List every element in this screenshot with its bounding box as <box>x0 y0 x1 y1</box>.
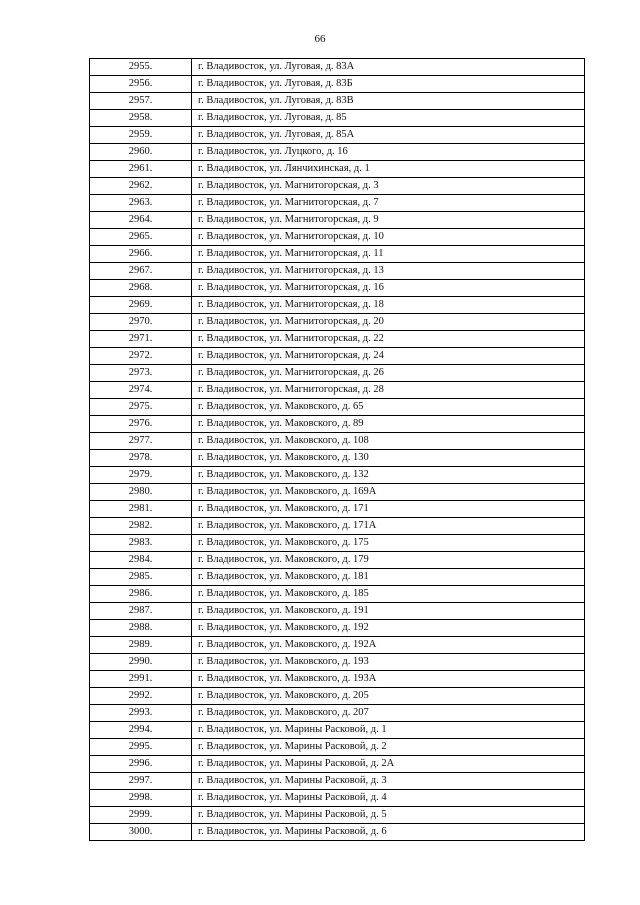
address-cell: г. Владивосток, ул. Маковского, д. 169А <box>192 484 585 501</box>
address-cell: г. Владивосток, ул. Маковского, д. 192А <box>192 637 585 654</box>
address-cell: г. Владивосток, ул. Магнитогорская, д. 26 <box>192 365 585 382</box>
row-number-cell: 2969. <box>90 297 192 314</box>
address-cell: г. Владивосток, ул. Луговая, д. 83В <box>192 93 585 110</box>
address-cell: г. Владивосток, ул. Марины Расковой, д. 1 <box>192 722 585 739</box>
table-row <box>90 144 585 161</box>
table-row <box>90 433 585 450</box>
address-cell: г. Владивосток, ул. Магнитогорская, д. 7 <box>192 195 585 212</box>
table-row <box>90 212 585 229</box>
address-cell: г. Владивосток, ул. Магнитогорская, д. 22 <box>192 331 585 348</box>
table-row <box>90 246 585 263</box>
row-number-cell: 2972. <box>90 348 192 365</box>
address-table <box>89 58 585 841</box>
row-number-cell: 2988. <box>90 620 192 637</box>
address-cell: г. Владивосток, ул. Луговая, д. 85 <box>192 110 585 127</box>
table-row <box>90 535 585 552</box>
table-row <box>90 705 585 722</box>
address-cell: г. Владивосток, ул. Маковского, д. 193 <box>192 654 585 671</box>
address-cell: г. Владивосток, ул. Маковского, д. 192 <box>192 620 585 637</box>
table-row <box>90 620 585 637</box>
row-number-cell: 2989. <box>90 637 192 654</box>
address-cell: г. Владивосток, ул. Маковского, д. 171 <box>192 501 585 518</box>
address-cell: г. Владивосток, ул. Маковского, д. 207 <box>192 705 585 722</box>
row-number-cell: 3000. <box>90 824 192 841</box>
address-cell: г. Владивосток, ул. Маковского, д. 185 <box>192 586 585 603</box>
row-number-cell: 2985. <box>90 569 192 586</box>
table-row <box>90 552 585 569</box>
table-row <box>90 654 585 671</box>
table-row <box>90 637 585 654</box>
row-number-cell: 2994. <box>90 722 192 739</box>
table-row <box>90 518 585 535</box>
address-cell: г. Владивосток, ул. Маковского, д. 89 <box>192 416 585 433</box>
table-row <box>90 280 585 297</box>
table-row <box>90 229 585 246</box>
address-cell: г. Владивосток, ул. Луговая, д. 85А <box>192 127 585 144</box>
address-cell: г. Владивосток, ул. Луцкого, д. 16 <box>192 144 585 161</box>
table-row <box>90 790 585 807</box>
table-row <box>90 484 585 501</box>
table-row <box>90 263 585 280</box>
row-number-cell: 2960. <box>90 144 192 161</box>
row-number-cell: 2971. <box>90 331 192 348</box>
table-row <box>90 416 585 433</box>
row-number-cell: 2990. <box>90 654 192 671</box>
address-cell: г. Владивосток, ул. Маковского, д. 108 <box>192 433 585 450</box>
table-row <box>90 756 585 773</box>
row-number-cell: 2974. <box>90 382 192 399</box>
table-row <box>90 314 585 331</box>
address-cell: г. Владивосток, ул. Луговая, д. 83Б <box>192 76 585 93</box>
address-cell: г. Владивосток, ул. Марины Расковой, д. 2 <box>192 739 585 756</box>
address-cell: г. Владивосток, ул. Маковского, д. 175 <box>192 535 585 552</box>
address-cell: г. Владивосток, ул. Маковского, д. 130 <box>192 450 585 467</box>
row-number-cell: 2963. <box>90 195 192 212</box>
row-number-cell: 2979. <box>90 467 192 484</box>
address-cell: г. Владивосток, ул. Лянчихинская, д. 1 <box>192 161 585 178</box>
row-number-cell: 2980. <box>90 484 192 501</box>
row-number-cell: 2981. <box>90 501 192 518</box>
table-row <box>90 365 585 382</box>
row-number-cell: 2958. <box>90 110 192 127</box>
table-row <box>90 671 585 688</box>
table-row <box>90 467 585 484</box>
table-row <box>90 603 585 620</box>
table-row <box>90 824 585 841</box>
address-cell: г. Владивосток, ул. Магнитогорская, д. 18 <box>192 297 585 314</box>
address-cell: г. Владивосток, ул. Маковского, д. 179 <box>192 552 585 569</box>
table-row <box>90 382 585 399</box>
table-row <box>90 399 585 416</box>
row-number-cell: 2962. <box>90 178 192 195</box>
row-number-cell: 2986. <box>90 586 192 603</box>
row-number-cell: 2977. <box>90 433 192 450</box>
table-row <box>90 110 585 127</box>
address-cell: г. Владивосток, ул. Луговая, д. 83А <box>192 59 585 76</box>
address-table-body <box>90 59 585 841</box>
address-cell: г. Владивосток, ул. Магнитогорская, д. 10 <box>192 229 585 246</box>
address-cell: г. Владивосток, ул. Маковского, д. 171А <box>192 518 585 535</box>
table-row <box>90 331 585 348</box>
row-number-cell: 2993. <box>90 705 192 722</box>
address-cell: г. Владивосток, ул. Магнитогорская, д. 11 <box>192 246 585 263</box>
address-cell: г. Владивосток, ул. Маковского, д. 193А <box>192 671 585 688</box>
table-row <box>90 348 585 365</box>
table-row <box>90 297 585 314</box>
row-number-cell: 2984. <box>90 552 192 569</box>
table-row <box>90 59 585 76</box>
address-cell: г. Владивосток, ул. Магнитогорская, д. 16 <box>192 280 585 297</box>
address-cell: г. Владивосток, ул. Маковского, д. 191 <box>192 603 585 620</box>
address-cell: г. Владивосток, ул. Марины Расковой, д. 4 <box>192 790 585 807</box>
row-number-cell: 2978. <box>90 450 192 467</box>
address-cell: г. Владивосток, ул. Магнитогорская, д. 13 <box>192 263 585 280</box>
address-cell: г. Владивосток, ул. Маковского, д. 65 <box>192 399 585 416</box>
address-cell: г. Владивосток, ул. Марины Расковой, д. 3 <box>192 773 585 790</box>
row-number-cell: 2983. <box>90 535 192 552</box>
row-number-cell: 2968. <box>90 280 192 297</box>
table-row <box>90 450 585 467</box>
row-number-cell: 2973. <box>90 365 192 382</box>
table-row <box>90 688 585 705</box>
table-row <box>90 93 585 110</box>
table-row <box>90 569 585 586</box>
address-cell: г. Владивосток, ул. Магнитогорская, д. 3 <box>192 178 585 195</box>
table-row <box>90 807 585 824</box>
row-number-cell: 2996. <box>90 756 192 773</box>
address-cell: г. Владивосток, ул. Марины Расковой, д. 5 <box>192 807 585 824</box>
table-row <box>90 76 585 93</box>
row-number-cell: 2955. <box>90 59 192 76</box>
page-number: 66 <box>314 33 326 45</box>
address-cell: г. Владивосток, ул. Магнитогорская, д. 9 <box>192 212 585 229</box>
row-number-cell: 2966. <box>90 246 192 263</box>
row-number-cell: 2970. <box>90 314 192 331</box>
row-number-cell: 2995. <box>90 739 192 756</box>
row-number-cell: 2961. <box>90 161 192 178</box>
table-row <box>90 773 585 790</box>
row-number-cell: 2987. <box>90 603 192 620</box>
table-row <box>90 161 585 178</box>
table-row <box>90 501 585 518</box>
address-cell: г. Владивосток, ул. Маковского, д. 205 <box>192 688 585 705</box>
address-cell: г. Владивосток, ул. Магнитогорская, д. 24 <box>192 348 585 365</box>
row-number-cell: 2998. <box>90 790 192 807</box>
table-row <box>90 178 585 195</box>
row-number-cell: 2982. <box>90 518 192 535</box>
table-row <box>90 722 585 739</box>
address-cell: г. Владивосток, ул. Магнитогорская, д. 20 <box>192 314 585 331</box>
row-number-cell: 2965. <box>90 229 192 246</box>
row-number-cell: 2967. <box>90 263 192 280</box>
row-number-cell: 2956. <box>90 76 192 93</box>
row-number-cell: 2992. <box>90 688 192 705</box>
address-cell: г. Владивосток, ул. Маковского, д. 132 <box>192 467 585 484</box>
row-number-cell: 2976. <box>90 416 192 433</box>
address-cell: г. Владивосток, ул. Марины Расковой, д. 6 <box>192 824 585 841</box>
row-number-cell: 2975. <box>90 399 192 416</box>
table-row <box>90 586 585 603</box>
address-cell: г. Владивосток, ул. Маковского, д. 181 <box>192 569 585 586</box>
row-number-cell: 2999. <box>90 807 192 824</box>
row-number-cell: 2991. <box>90 671 192 688</box>
table-row <box>90 739 585 756</box>
row-number-cell: 2959. <box>90 127 192 144</box>
address-cell: г. Владивосток, ул. Марины Расковой, д. 2А <box>192 756 585 773</box>
address-cell: г. Владивосток, ул. Магнитогорская, д. 28 <box>192 382 585 399</box>
row-number-cell: 2957. <box>90 93 192 110</box>
table-row <box>90 195 585 212</box>
table-row <box>90 127 585 144</box>
row-number-cell: 2997. <box>90 773 192 790</box>
row-number-cell: 2964. <box>90 212 192 229</box>
